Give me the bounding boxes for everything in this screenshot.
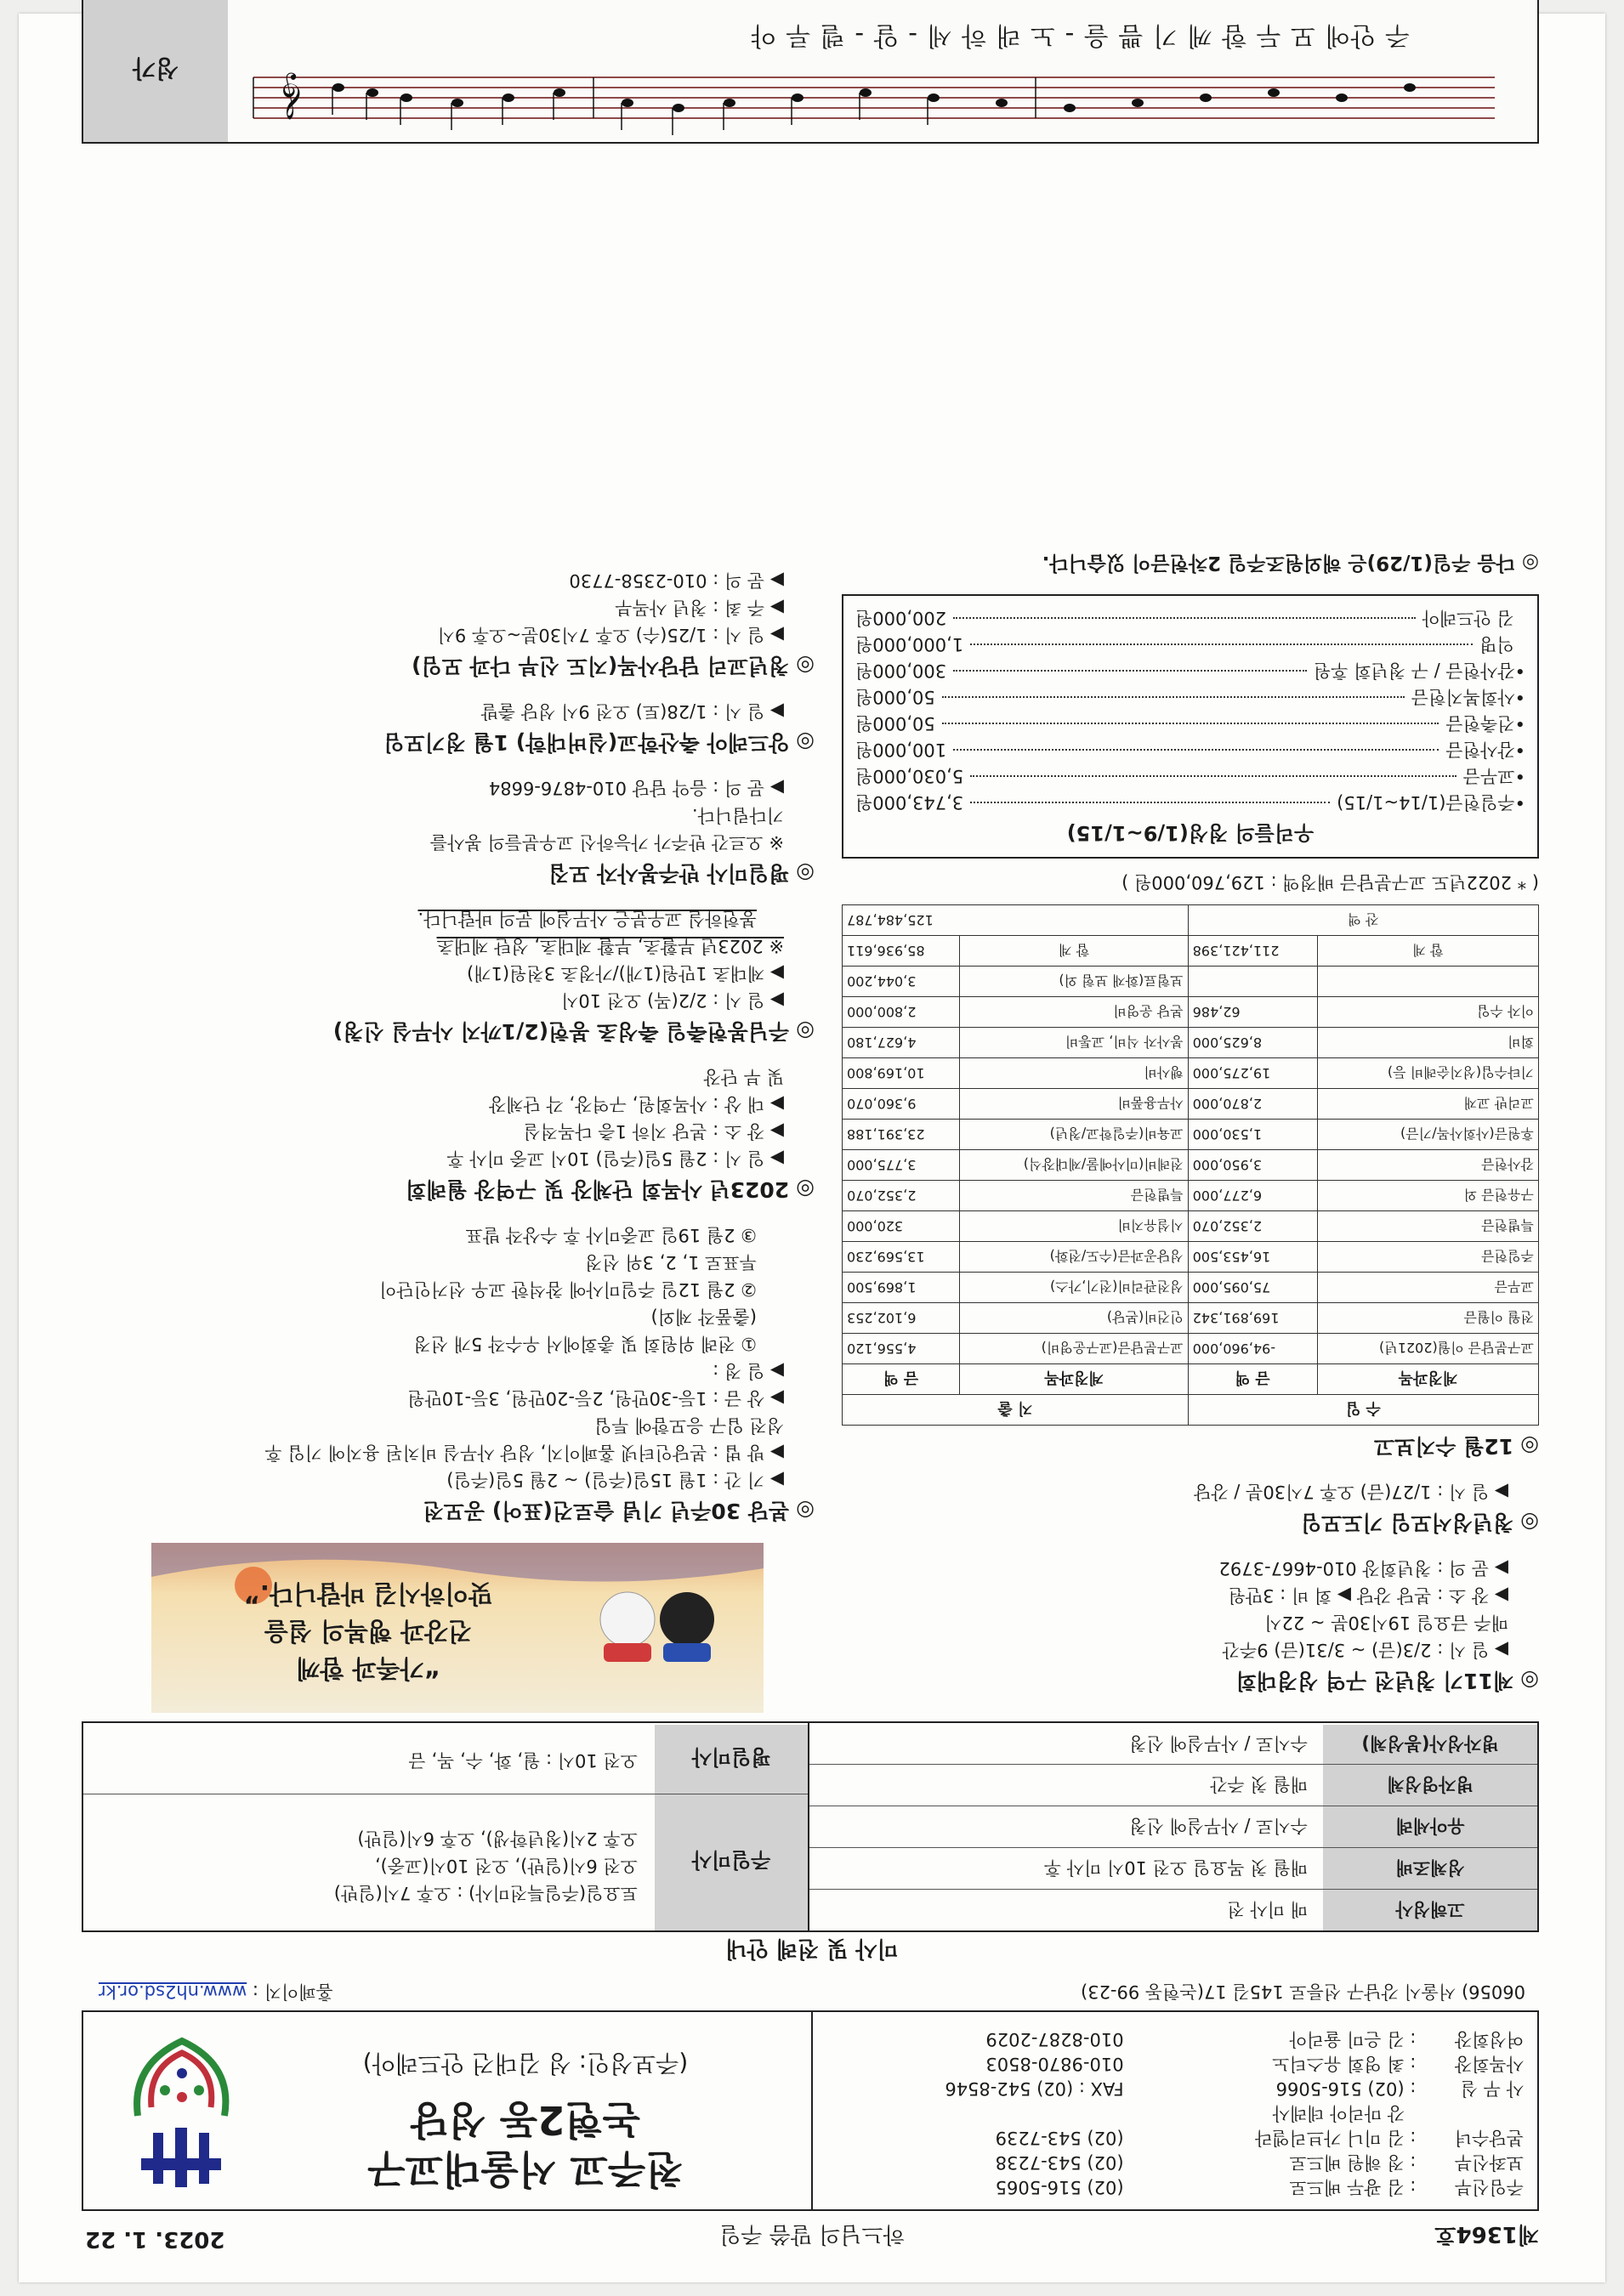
sunday-name: 하느님의 말씀 주일 <box>719 2221 905 2247</box>
finance-table: 수 입 지 출 계정과목 금 액 계정과목 금 액 교구분담금 이월(2021년) -94,960,000 교구분담금(교구운영비) 4,556,120 전월 이월금 169,891,342 인건비(본당) 6,102,253 교무금 75,095,000 성전관리비(전기,가스) 1,869,500 주일헌금 16,453,500 성당공과금(수도/전화) 13,569,230 특별헌금 2,352,070 시설유지비 320,000 구유헌금 외 6,277,000 특별헌금 2,352,070 감사헌금 3,950,000 전례비(미사예물/제대장식) 3,775,000 후원금(사회사목/기금) 1,530,000 교육비(주일학교/청년) 23,391,188 교리반 교재 2,870,000 사무용품비 9,360,070 기타수입(성지순례비 등) 19,275,000 행사비 10,169,800 회비 8,625,000 봉사자 식비, 교통비 4,627,180 이자 수입 62,486 본당 운영비 2,800,000 보험료(화재 보험 외) 3,044,200 합 계 211,421,398 합 계 85,936,611 잔 액 125,484,787 <box>842 904 1539 1426</box>
homepage-link[interactable]: www.nh2sd.or.kr <box>99 1981 247 2002</box>
patron-saint: (주보성인: 성 김대건 안드레아) <box>362 2049 689 2078</box>
offering-row: • 사회복지헌금 50,000원 <box>855 687 1525 707</box>
svg-text:𝄞: 𝄞 <box>281 75 304 121</box>
contact-row: 본당수녀 : 김 미니 가브리엘라(02) 543-7239 <box>995 2128 1524 2148</box>
music-staff-icon <box>236 50 1529 135</box>
right-column: “가족과 함께 건강과 행복의 설을 맞이하시길 바랍니다.” ◎본당 30주년 기념 슬로건(표어) 공모전 ▶ 기 간 : 1월 15일(주일) ~ 2월 5일(주일) ▶ 방 법 : 본당인터넷 홈페이지, 성당 사무실 비치된 용지에 기입 후 성전 입구 응모함에 투입 ▶ 상 금 : 1등-30만원, 2등-20만원, 3등-10만원 ▶ 일 정 : ① 전례 위원회 및 총회에서 우수작 5개 선정 (출품작 제외) ② 2월 12일 주일미사에 참석한 교우 선거인단이 투표로 1, 2, 3위 선정 ③ 2월 19일 교중미사 후 수상작 발표 ◎2023년 사목회 단체장 및 구역장 월례회 ▶ 일 시 : 2월 5일(주일) 10시 교중 미사 후 ▶ 장 소 : 본당 지하 1층 다목적실 ▶ 대 상 : 사목회원, 구역장, 각 단체장 및 부 단장 ◎주님봉헌축일 축성초 봉헌(2/1까지 사무실 신청) ▶ 일 시 : 2/2(목) 오전 10시 ▶ 제대초 1만원(1개)/가정초 3천원(1개) ※ 2023년 부활초, 부활 제대초, 성탄 제대초 봉헌하실 교우분은 사무실에 문의 바랍니다. ◎평일미사 반주봉사자 모집 ※ 오르간 반주가 가능하신 교우분들의 봉사를 기다립니다. ▶ 문 의 : 음악 담당 010-4876-6684 ◎앙드레아 축산학교(실버대학) 1월 정기모임 ▶ 일 시 : 1/28(토) 오전 9시 성당 출발 ◎청년교리 담당사목(지도 신부 다과 모임) ▶ 일 시 : 1/25(수) 오후 7시30분~오후 9시 ▶ 주 최 : 청년 사목부 ▶ 문 의 : 010-2358-7730 <box>85 567 815 1713</box>
table-row: 전월 이월금 169,891,342 인건비(본당) 6,102,253 <box>843 1303 1539 1334</box>
offering-row: • 감사헌금 100,000원 <box>855 740 1525 760</box>
section-title: ◎청년성서모임 기도모임 <box>1300 1511 1539 1535</box>
section-title: ◎청년교리 담당사목(지도 신부 다과 모임) <box>412 654 815 678</box>
table-row: 특별헌금 2,352,070 시설유지비 320,000 <box>843 1211 1539 1242</box>
contact-row: 사 무 실 : (02) 516-5066FAX : (02) 542-8546 <box>945 2078 1524 2099</box>
offering-row: 익명 1,000,000원 <box>855 634 1514 655</box>
contact-row: 보좌신부 : 정 해원 베드로(02) 543-7238 <box>995 2152 1524 2173</box>
weekday-mass-label: 평일미사 <box>655 1725 808 1794</box>
offering-title: 우리들의 정성(1/9~1/15) <box>1066 821 1315 845</box>
budget-note: ( * 2022년도 교구분담금 배정액 : 129,760,000원 ) <box>1121 872 1539 893</box>
issue-number: 제1364호 <box>1434 2221 1539 2247</box>
table-row: 교무금 75,095,000 성전관리비(전기,가스) 1,869,500 <box>843 1273 1539 1303</box>
weekday-mass-times: 오전 10시 : 월, 화, 수, 목, 금 <box>408 1750 638 1771</box>
address-bar <box>85 1976 1539 2012</box>
table-balance-row: 잔 액 125,484,787 <box>843 905 1539 936</box>
offering-row: 김 안드레아 200,000원 <box>855 608 1514 628</box>
section-title: ◎주님봉헌축일 축성초 봉헌(2/1까지 사무실 신청) <box>332 1019 815 1044</box>
masthead <box>82 2010 1539 2211</box>
table-row: 보험료(화재 보험 외) 3,044,200 <box>843 967 1539 997</box>
hymn-label: 성가 <box>83 0 228 142</box>
sacrament-row: 고해성사 매 미사 전 <box>809 1889 1537 1930</box>
offering-row: • 주일헌금(1/14~1/15) 3,743,000원 <box>855 792 1525 813</box>
sacrament-row: 유아세례 수시로 / 사무실에 신청 <box>809 1806 1537 1847</box>
offering-row: • 감사헌금 / 구 청년회 후원 300,000원 <box>855 660 1525 681</box>
table-row: 후원금(사회사목/기금) 1,530,000 교육비(주일학교/청년) 23,391,188 <box>843 1120 1539 1150</box>
contact-row: 주임신부 : 김 광두 베드로(02) 516-5065 <box>995 2177 1524 2197</box>
bulletin-page <box>19 14 1605 2282</box>
offering-row: • 교무금 5,030,000원 <box>855 766 1525 786</box>
issue-date: 2023. 1. 22 <box>85 2226 225 2252</box>
mass-schedule <box>83 1723 808 1930</box>
section-title: ◎평일미사 반주봉사자 모집 <box>548 861 815 886</box>
offering-box <box>842 594 1539 859</box>
greeting-text: “가족과 함께 건강과 행복의 설을 맞이하시길 바랍니다.” <box>243 1579 493 1683</box>
hymn-lyrics: 주 안에 모 두 함 께 기 쁨 을 - 노 래 하 세 - 알 - 렐 루 야 <box>750 20 1410 50</box>
contact-row: 강 마리아 데레사 <box>1272 2103 1405 2123</box>
left-column: ◎제11기 청년전 구역 성경대회 ▶ 일 시 : 2/3(금) ~ 3/31(금) 9주간 매주 금요일 19시30분 ~ 22시 ▶ 장 소 : 본당 강당 ▶ 회 비 : 3만원 ▶ 문 의 : 청년회장 010-4667-3792 ◎청년성서모임 기도모임 ▶ 일 시 : 1/27(금) 오후 7시30분 / 강당 ◎12월 수지보고 수 입 지 출 계정과목 금 액 계정과목 금 액 교구분담금 이월(2021년) -94,960,000 교구분담금(교구운영비) 4,556,120 전월 이월금 169,891,342 인건비(본당) 6,102,253 교무금 75,095,000 성전관리비(전기,가스) 1,869,500 주일헌금 16,453,500 성당공과금(수도/전화) 13,569,230 특별헌금 2,352,070 시설유지비 320,000 구유헌금 외 6,277,000 특별헌금 2,352,070 감사헌금 3,950,000 전례비(미사예물/제대장식) 3,775,000 후원금(사회사목/기금) 1,530,000 교육비(주일학교/청년) 23,391,188 교리반 교재 2,870,000 사무용품비 9,360,070 기타수입(성지순례비 등) 19,275,000 행사비 10,169,800 회비 8,625,000 봉사자 식비, 교통비 4,627,180 이자 수입 62,486 본당 운영비 2,800,000 보험료(화재 보험 외) 3,044,200 합 계 211,421,398 합 계 85,936,611 잔 액 125,484,787 ( * 2022년도 교구분담금 배정액 : 129,760,000원 ) 우리들의 정성(1/9~1/15) • 주일헌금(1/14~1/15) 3,743,000원 • 교무금 5,030,000원 • 감사헌금 100,000원 • 건축헌금 50,000원 • 사회복지헌금 50,000원 • 감사헌금 / 구 청년회 후원 300,000원 익명 1,000,000원 김 안드레아 200,000원 ◎다음 주일(1/29)은 해외원조주일 2차헌금이 있습니다. <box>842 547 1539 1713</box>
table-row: 교리반 교재 2,870,000 사무용품비 9,360,070 <box>843 1089 1539 1120</box>
header-row <box>85 2218 1539 2252</box>
table-total-row: 합 계 211,421,398 합 계 85,936,611 <box>843 936 1539 967</box>
table-row: 주일헌금 16,453,500 성당공과금(수도/전화) 13,569,230 <box>843 1242 1539 1273</box>
contact-row: 사목회장 : 최 영회 유스티노010-9870-8503 <box>985 2054 1524 2074</box>
section-title: ◎제11기 청년전 구역 성경대회 <box>1235 1669 1539 1693</box>
section-title: ◎본당 30주년 기념 슬로건(표어) 공모전 <box>423 1499 815 1523</box>
mass-info-title: 미사 및 전례 안내 <box>725 1936 899 1961</box>
section-title: ◎2023년 사목회 단체장 및 구역장 월례회 <box>405 1177 815 1202</box>
sacrament-row: 병자성사(봉성체) 수시로 / 사무실에 신청 <box>809 1725 1537 1764</box>
contact-row: 여성회장 : 김 은미 율리아010-8287-2029 <box>985 2029 1524 2049</box>
offering-row: • 건축헌금 50,000원 <box>855 713 1525 734</box>
sacrament-row: 성체조배 매월 첫 목요일 오전 10시 미사 후 <box>809 1847 1537 1889</box>
sacrament-list <box>808 1723 1537 1930</box>
section-title: ◎12월 수지보고 <box>1373 1434 1539 1459</box>
next-sunday-notice: ◎다음 주일(1/29)은 해외원조주일 2차헌금이 있습니다. <box>1042 552 1539 574</box>
mass-info-table <box>82 1721 1539 1932</box>
hymn-sheet-music <box>82 0 1539 144</box>
table-row: 이자 수입 62,486 본당 운영비 2,800,000 <box>843 997 1539 1028</box>
table-row: 구유헌금 외 6,277,000 특별헌금 2,352,070 <box>843 1181 1539 1211</box>
table-row: 교구분담금 이월(2021년) -94,960,000 교구분담금(교구운영비) 4,556,120 <box>843 1334 1539 1364</box>
sunday-mass-times: 토요일(주일특전미사) : 오후 7시(일반) 오전 6시(일반), 오전 10시(교중), 오후 2시(청년학생), 오후 6시(일반) <box>333 1828 638 1903</box>
table-row: 기타수입(성지순례비 등) 19,275,000 행사비 10,169,800 <box>843 1058 1539 1089</box>
parish-logo-icon <box>105 2031 250 2192</box>
contact-list <box>826 2027 1524 2199</box>
sunday-mass-label: 주일미사 <box>655 1794 808 1930</box>
sacrament-row: 병자영성체 매월 첫 주간 <box>809 1764 1537 1806</box>
masthead-divider <box>811 2012 813 2209</box>
homepage: 홈페이지 : www.nh2sd.or.kr <box>99 1981 333 2002</box>
section-title: ◎앙드레아 축산학교(실버대학) 1월 정기모임 <box>383 730 815 755</box>
parish-title: 천주교 서울대교구 논현2동 성당 <box>367 2097 684 2192</box>
table-row: 감사헌금 3,950,000 전례비(미사예물/제대장식) 3,775,000 <box>843 1150 1539 1181</box>
table-row: 회비 8,625,000 봉사자 식비, 교통비 4,627,180 <box>843 1028 1539 1058</box>
postal-address: 06056) 서울시 강남구 선릉로 145길 17(논현동 99-23) <box>1081 1981 1525 2002</box>
